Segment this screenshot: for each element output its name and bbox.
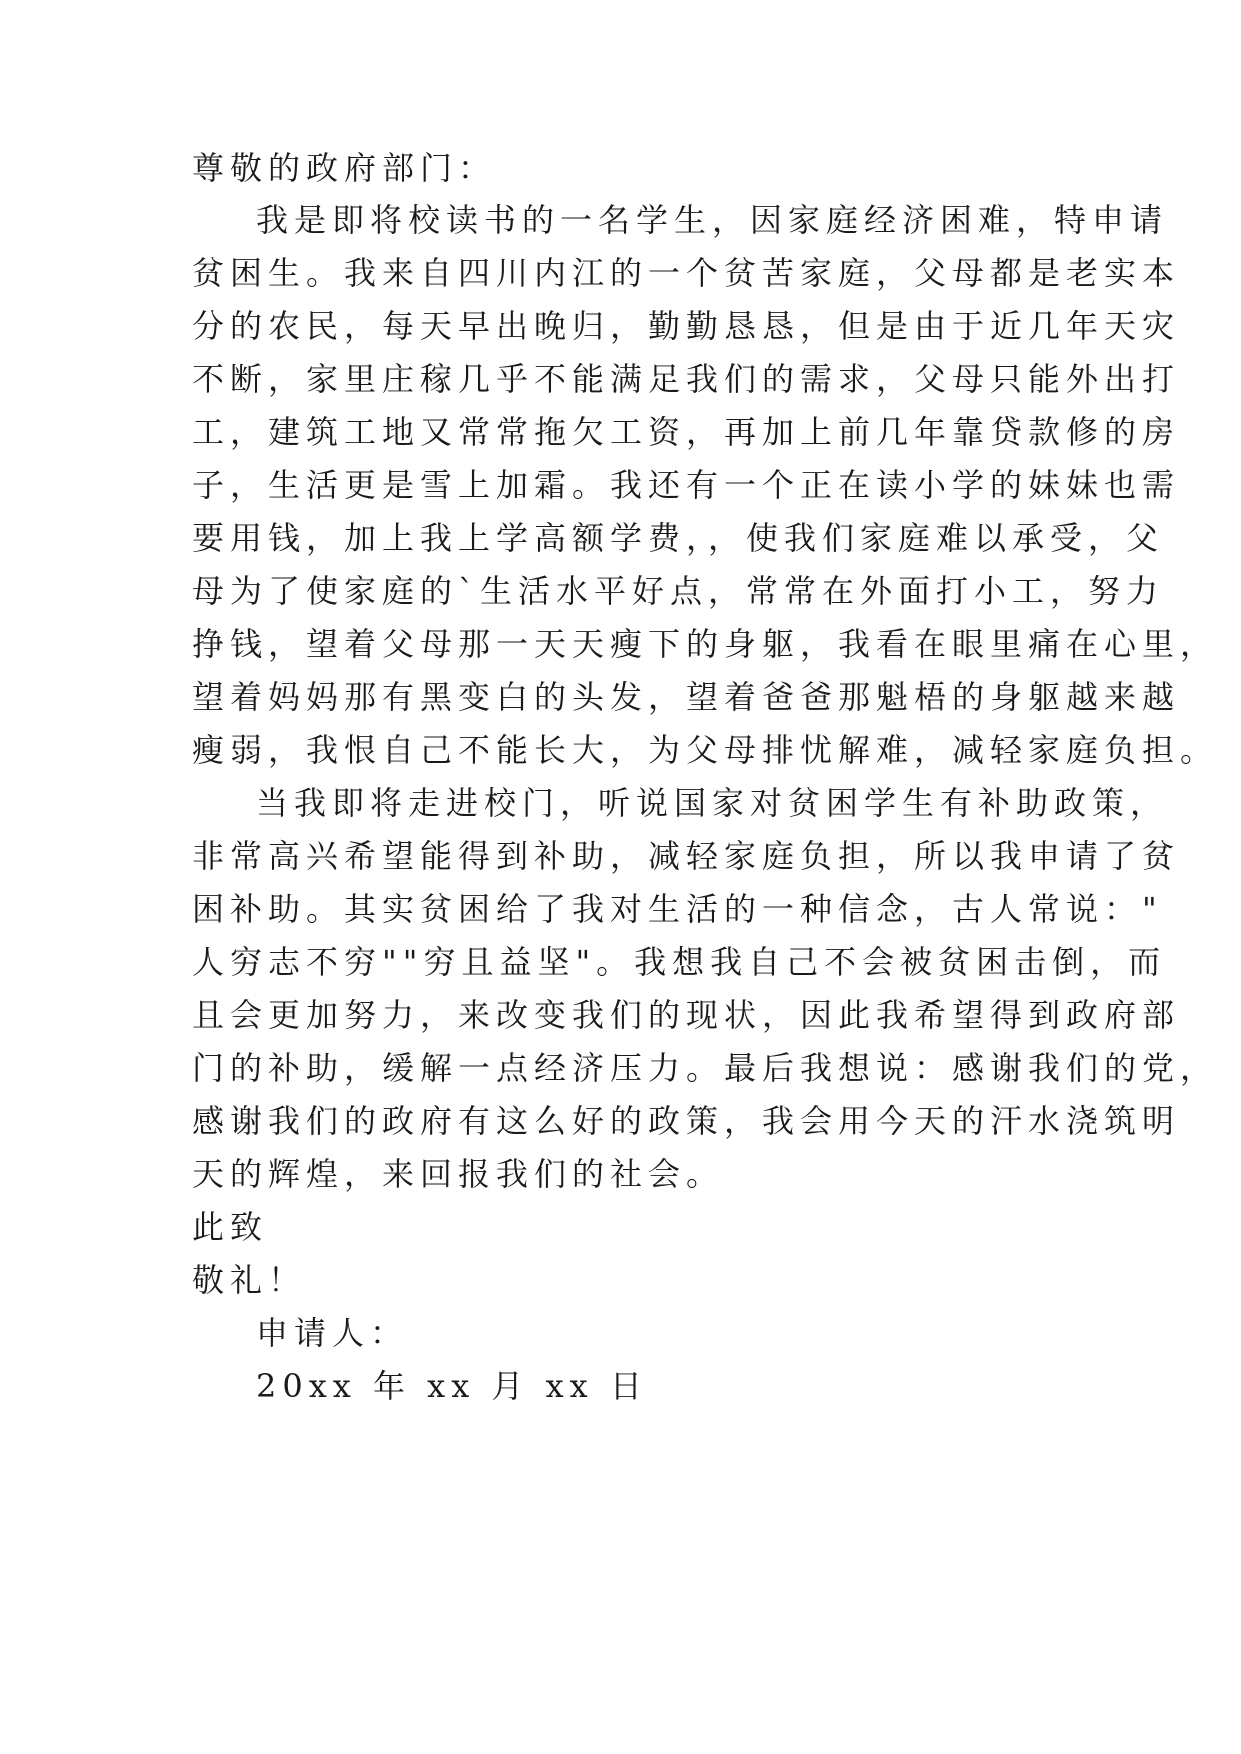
paragraph-2-line-6: 门的补助，缓解一点经济压力。最后我想说：感谢我们的党， <box>192 1049 1219 1087</box>
paragraph-2-line-1: 当我即将走进校门，听说国家对贫困学生有补助政策， <box>256 784 1169 822</box>
closing-line-1: 此致 <box>192 1208 269 1246</box>
salutation: 尊敬的政府部门： <box>192 149 497 187</box>
paragraph-1-line-4: 不断，家里庄稼几乎不能满足我们的需求，父母只能外出打 <box>192 360 1181 398</box>
paragraph-1-line-9: 挣钱，望着父母那一天天瘦下的身躯，我看在眼里痛在心里， <box>192 625 1219 663</box>
paragraph-2-line-7: 感谢我们的政府有这么好的政策，我会用今天的汗水浇筑明 <box>192 1102 1181 1140</box>
applicant-label: 申请人： <box>256 1314 409 1352</box>
paragraph-1-line-10: 望着妈妈那有黑变白的头发，望着爸爸那魁梧的身躯越来越 <box>192 678 1181 716</box>
paragraph-1-line-5: 工，建筑工地又常常拖欠工资，再加上前几年靠贷款修的房 <box>192 413 1181 451</box>
closing-line-2: 敬礼！ <box>192 1261 307 1299</box>
paragraph-1-line-8: 母为了使家庭的`生活水平好点，常常在外面打小工，努力 <box>192 572 1165 610</box>
paragraph-1-line-2: 贫困生。我来自四川内江的一个贫苦家庭，父母都是老实本 <box>192 254 1181 292</box>
paragraph-1-line-3: 分的农民，每天早出晚归，勤勤恳恳，但是由于近几年天灾 <box>192 307 1181 345</box>
paragraph-2-line-3: 困补助。其实贫困给了我对生活的一种信念，古人常说：" <box>192 890 1163 928</box>
paragraph-2-line-2: 非常高兴希望能得到补助，减轻家庭负担，所以我申请了贫 <box>192 837 1181 875</box>
paragraph-1-line-6: 子，生活更是雪上加霜。我还有一个正在读小学的妹妹也需 <box>192 466 1181 504</box>
paragraph-2-line-8: 天的辉煌，来回报我们的社会。 <box>192 1155 725 1193</box>
paragraph-1-line-1: 我是即将校读书的一名学生，因家庭经济困难，特申请 <box>256 201 1169 239</box>
paragraph-1-line-7: 要用钱，加上我上学高额学费，，使我们家庭难以承受，父 <box>192 519 1165 557</box>
signature-date: 20xx 年 xx 月 xx 日 <box>256 1367 648 1405</box>
paragraph-1-line-11: 瘦弱，我恨自己不能长大，为父母排忧解难，减轻家庭负担。 <box>192 731 1219 769</box>
paragraph-2-line-4: 人穷志不穷""穷且益坚"。我想我自己不会被贫困击倒，而 <box>192 943 1167 981</box>
paragraph-2-line-5: 且会更加努力，来改变我们的现状，因此我希望得到政府部 <box>192 996 1181 1034</box>
